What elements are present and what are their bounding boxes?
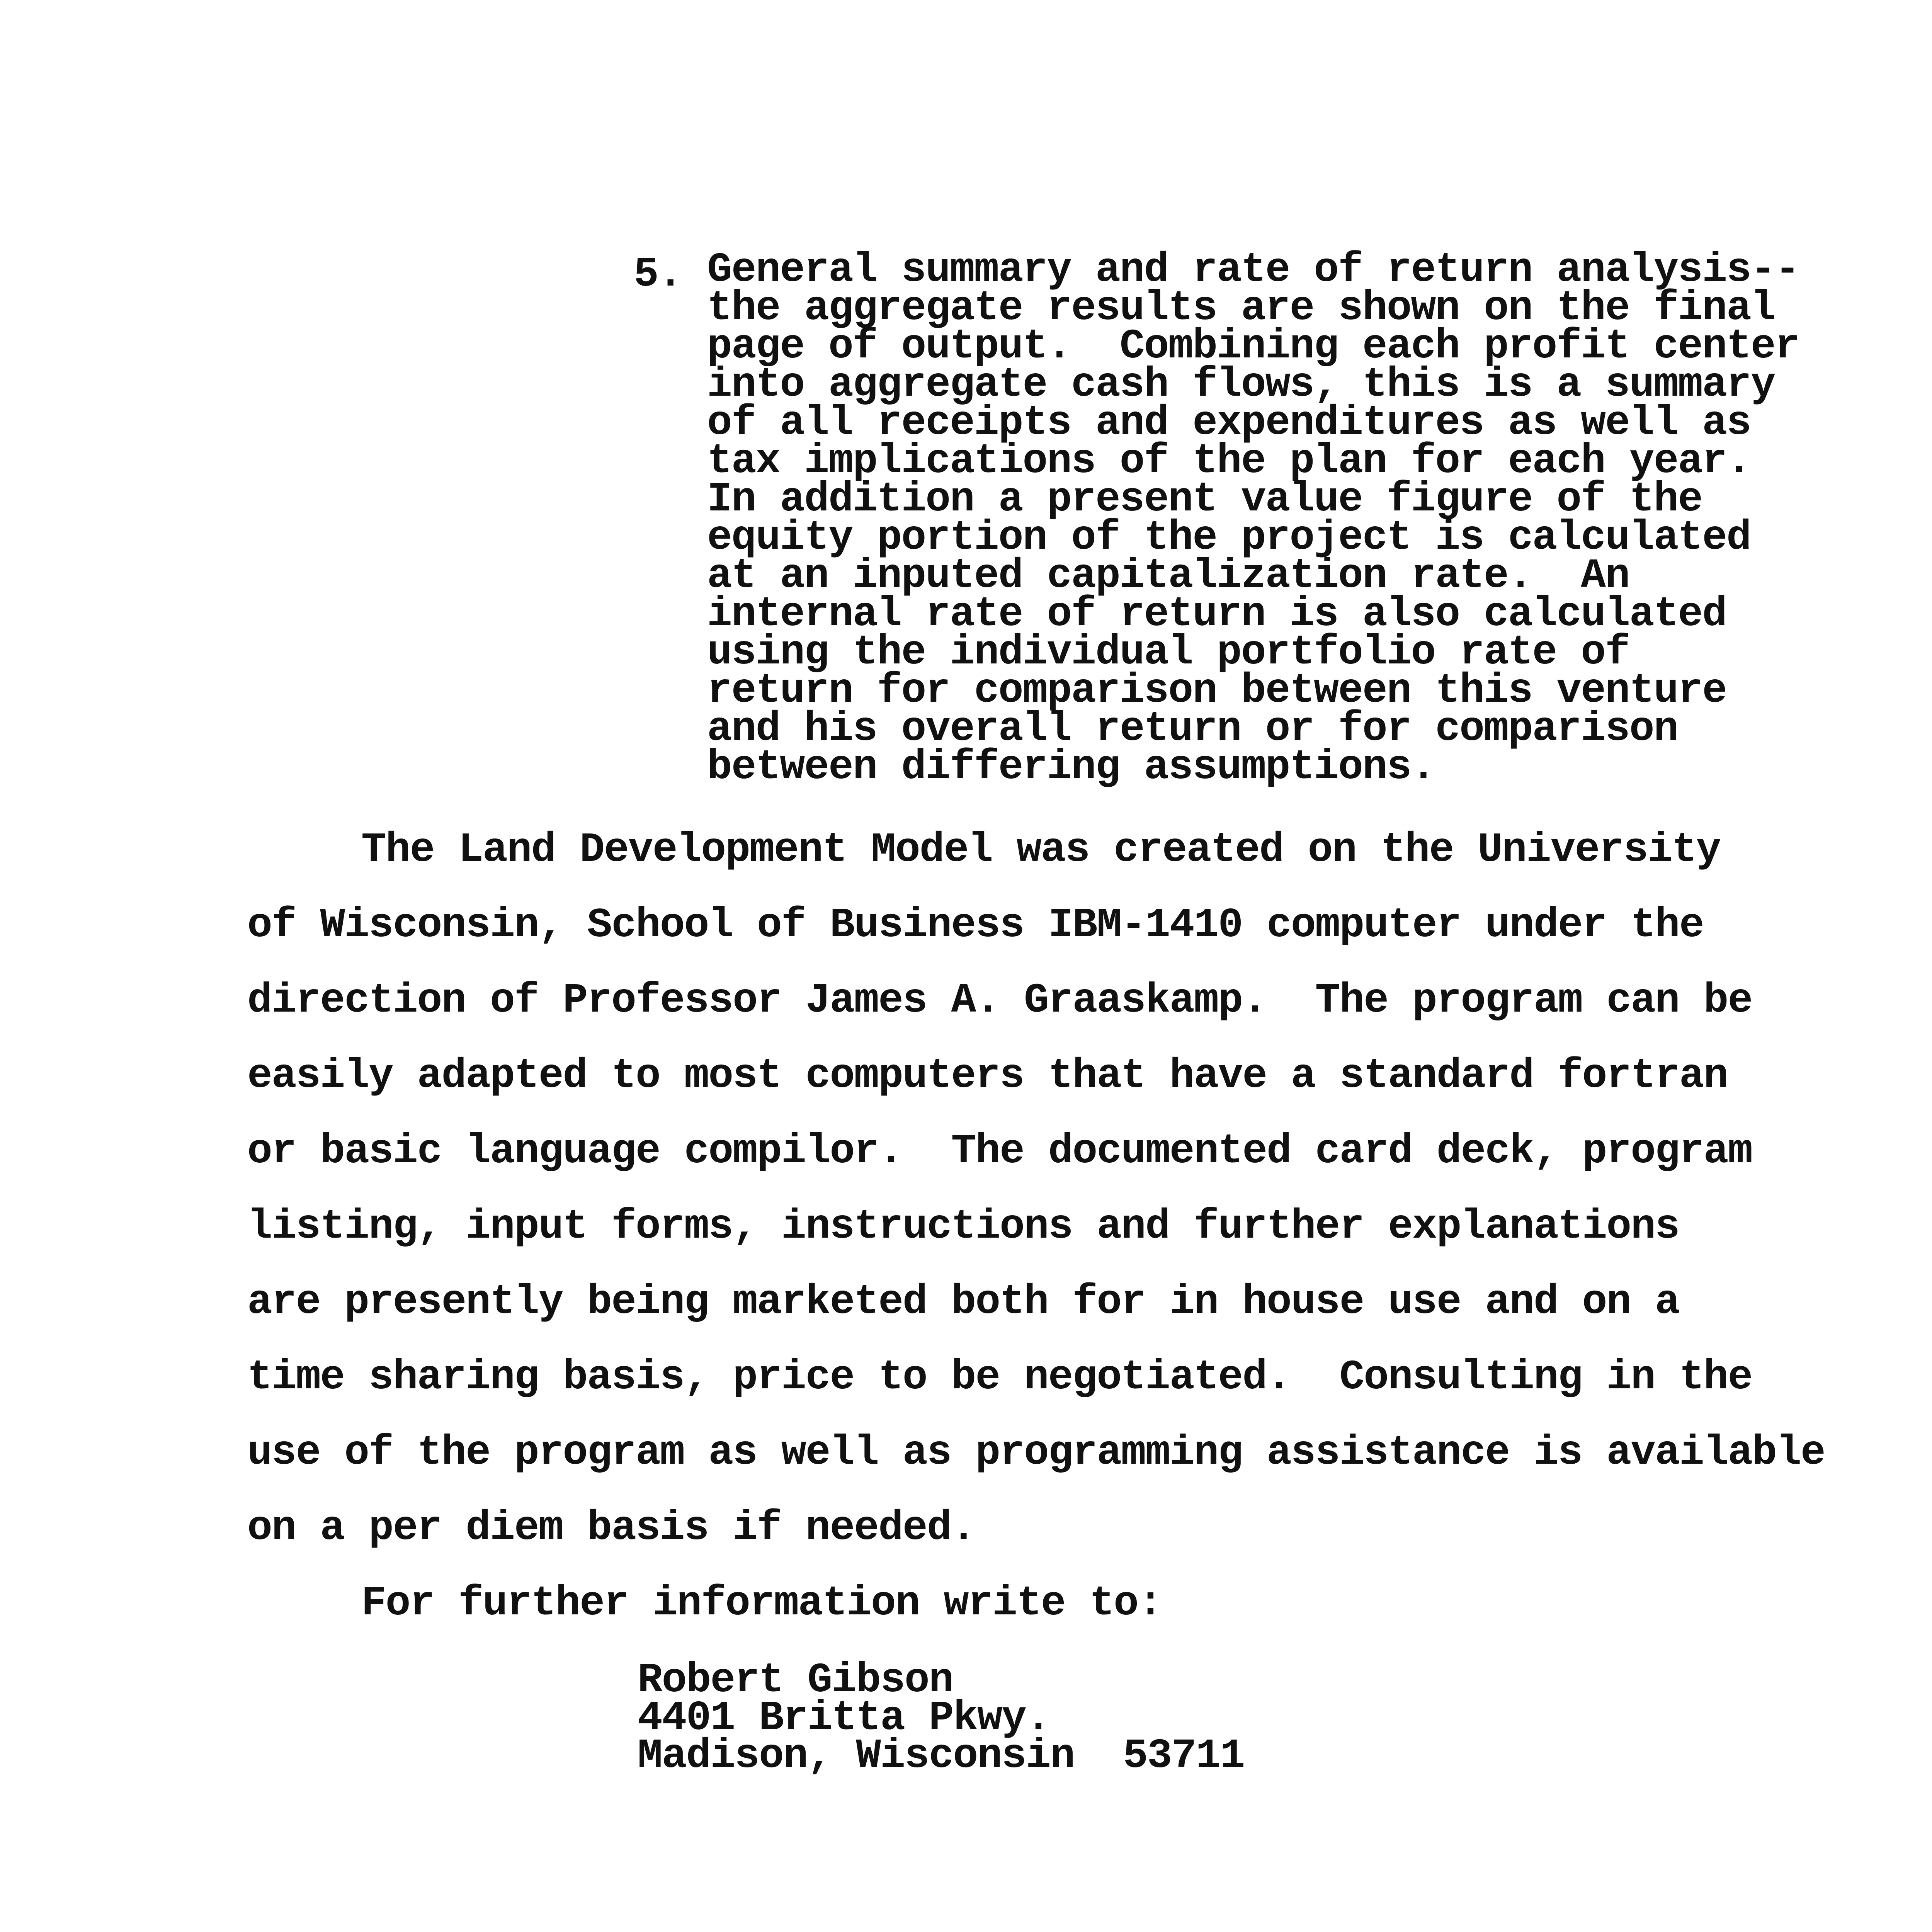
paragraph-line: are presently being marketed both for in house use and on a <box>247 1279 1679 1326</box>
list-item-body <box>707 247 1799 791</box>
list-item-line: page of output. Combining each profit center <box>707 323 1799 370</box>
list-item-line: the aggregate results are shown on the final <box>707 285 1775 332</box>
paragraph-line: The Land Development Model was created on the University <box>361 827 1721 874</box>
list-item-line: internal rate of return is also calculated <box>707 591 1727 638</box>
contact-name: Robert Gibson <box>638 1657 953 1704</box>
paragraph-line: or basic language compilor. The documented card deck, program <box>247 1128 1752 1175</box>
list-item-line: at an inputed capitalization rate. An <box>707 553 1629 600</box>
paragraph-line: of Wisconsin, School of Business IBM-1410 computer under the <box>247 902 1704 949</box>
list-item-line: equity portion of the project is calculated <box>707 514 1751 561</box>
list-item-line: General summary and rate of return analysis-- <box>707 247 1799 294</box>
list-item-line: into aggregate cash flows, this is a summary <box>707 361 1775 408</box>
list-item-line: return for comparison between this venture <box>707 667 1727 714</box>
list-item-number: 5. <box>634 251 682 298</box>
paragraph-line: easily adapted to most computers that have a standard fortran <box>247 1053 1728 1100</box>
contact-street: 4401 Britta Pkwy. <box>638 1695 1050 1742</box>
list-item-line: In addition a present value figure of the <box>707 476 1702 523</box>
list-item-line: using the individual portfolio rate of <box>707 629 1629 676</box>
list-item-line: between differing assumptions. <box>707 744 1435 791</box>
paragraph-line: direction of Professor James A. Graaskamp. The program can be <box>247 977 1752 1024</box>
list-item-line: and his overall return or for comparison <box>707 706 1678 753</box>
list-item-line: of all receipts and expenditures as well as <box>707 400 1751 447</box>
list-item-line: tax implications of the plan for each year. <box>707 438 1751 485</box>
contact-city: Madison, Wisconsin 53711 <box>638 1733 1245 1780</box>
paragraph-line: on a per diem basis if needed. <box>247 1505 976 1552</box>
paragraph-line: listing, input forms, instructions and further explanations <box>247 1203 1679 1250</box>
paragraph-line: time sharing basis, price to be negotiated. Consulting in the <box>247 1354 1752 1401</box>
contact-intro: For further information write to: <box>361 1580 1162 1627</box>
paragraph-line: use of the program as well as programming assistance is available <box>247 1429 1825 1476</box>
